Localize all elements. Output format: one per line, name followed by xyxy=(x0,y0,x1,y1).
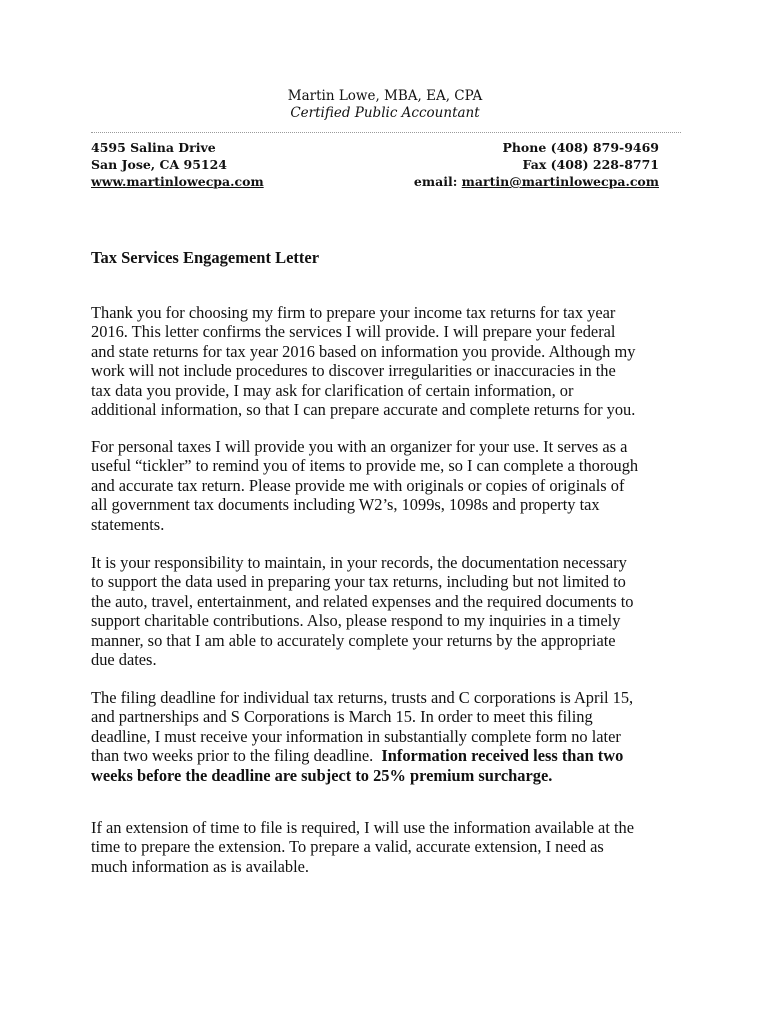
text-line: The filing deadline for individual tax returns, trusts and C corporations is April 15, xyxy=(91,688,634,707)
address-street: 4595 Salina Drive xyxy=(91,140,216,155)
text-line: due dates. xyxy=(91,650,157,670)
text-line: to support the data used in preparing your tax returns, including but not limited to xyxy=(91,572,626,592)
paragraph-extension xyxy=(91,818,691,876)
text-line: 2016. This letter confirms the services I will provide. I will prepare your federal xyxy=(91,322,616,342)
text-line: If an extension of time to file is required, I will use the information available at the xyxy=(91,818,634,837)
address-city: San Jose, CA 95124 xyxy=(91,157,227,172)
text-line: manner, so that I am able to accurately complete your returns by the appropriate xyxy=(91,630,616,650)
surcharge-notice-continued: weeks before the deadline are subject to 25% premium surcharge. xyxy=(91,765,553,785)
text-line: much information as is available. xyxy=(91,856,310,876)
text-line: tax data you provide, I may ask for clarification of certain information, or xyxy=(91,380,574,400)
phone-number: Phone (408) 879-9469 xyxy=(502,140,659,155)
letterhead-title: Certified Public Accountant xyxy=(290,105,480,121)
paragraph-responsibility xyxy=(91,553,691,669)
text-line: support charitable contributions. Also, please respond to my inquiries in a timely xyxy=(91,611,621,631)
surcharge-notice: Information received less than two xyxy=(381,746,624,766)
text-line: and partnerships and S Corporations is March 15. In order to meet this filing xyxy=(91,707,593,727)
letterhead-divider xyxy=(91,132,681,133)
fax-number: Fax (408) 228-8771 xyxy=(522,157,659,172)
text-line: It is your responsibility to maintain, in your records, the documentation necessary xyxy=(91,553,627,572)
text-line: all government tax documents including W2’s, 1099s, 1098s and property tax xyxy=(91,495,600,515)
text-line: useful “tickler” to remind you of items to provide me, so I can complete a thorough xyxy=(91,456,639,476)
text-line: statements. xyxy=(91,514,165,534)
text-line: work will not include procedures to discover irregularities or inaccuracies in the xyxy=(91,361,616,381)
letter-subject: Tax Services Engagement Letter xyxy=(91,248,320,267)
text-line: and accurate tax return. Please provide me with originals or copies of originals of xyxy=(91,475,625,495)
email-link[interactable]: martin@martinlowecpa.com xyxy=(461,174,659,189)
text-line: deadline, I must receive your information in substantially complete form no later xyxy=(91,726,621,746)
text-line: the auto, travel, entertainment, and related expenses and the required documents to xyxy=(91,591,634,611)
letterhead-address-block xyxy=(91,139,264,190)
text-line xyxy=(91,746,691,765)
text-line: For personal taxes I will provide you with an organizer for your use. It serves as a xyxy=(91,437,628,456)
letterhead-name: Martin Lowe, MBA, EA, CPA xyxy=(287,88,483,104)
text-line: and state returns for tax year 2016 based on information you provide. Although my xyxy=(91,341,636,361)
text-line: time to prepare the extension. To prepare a valid, accurate extension, I need as xyxy=(91,837,604,857)
email-label: email: xyxy=(413,174,462,189)
website-link[interactable]: www.martinlowecpa.com xyxy=(91,174,264,189)
text-line: Thank you for choosing my firm to prepare your income tax returns for tax year xyxy=(91,303,616,322)
paragraph-services xyxy=(91,303,691,419)
paragraph-deadline xyxy=(91,688,691,785)
text-segment: than two weeks prior to the filing deadline. xyxy=(91,746,382,766)
letterhead-contact-block xyxy=(414,139,659,190)
paragraph-organizer xyxy=(91,437,691,534)
text-line: additional information, so that I can prepare accurate and complete returns for you. xyxy=(91,400,636,420)
